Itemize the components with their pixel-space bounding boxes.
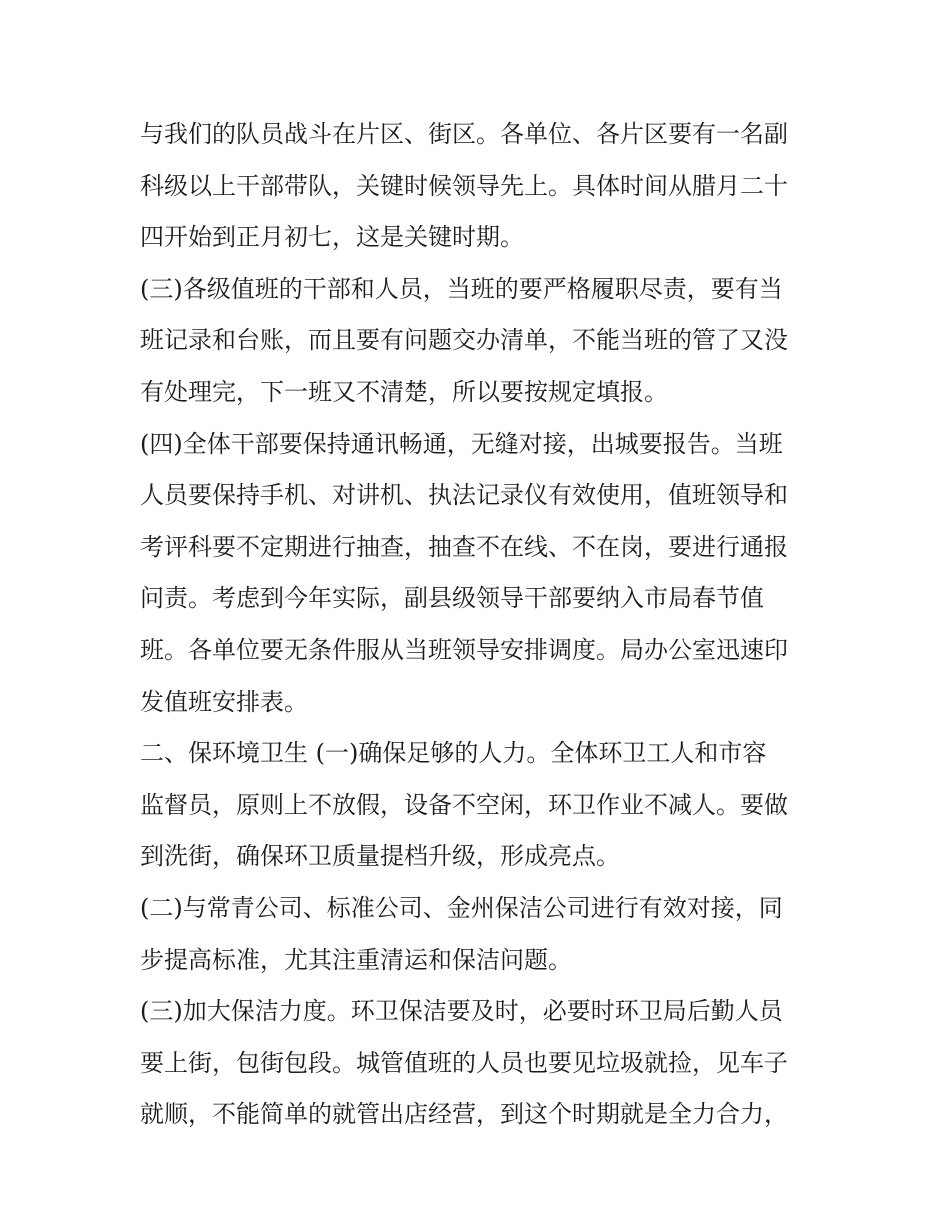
text-line: 科级以上干部带队，关键时候领导先上。具体时间从腊月二十 bbox=[140, 171, 788, 200]
text-line: 到洗街，确保环卫质量提档升级，形成亮点。 bbox=[140, 842, 620, 871]
text-line: 问责。考虑到今年实际，副县级领导干部要纳入市局春节值 bbox=[140, 584, 764, 613]
text-line: 二、保环境卫生 (一)确保足够的人力。全体环卫工人和市容 bbox=[140, 739, 767, 768]
text-line: 监督员，原则上不放假，设备不空闲，环卫作业不减人。要做 bbox=[140, 790, 788, 819]
document-body bbox=[140, 109, 820, 1141]
text-line: 有处理完，下一班又不清楚，所以要按规定填报。 bbox=[140, 377, 668, 406]
text-line: 与我们的队员战斗在片区、街区。各单位、各片区要有一名副 bbox=[140, 120, 788, 148]
text-line: 班记录和台账，而且要有问题交办清单，不能当班的管了又没 bbox=[140, 326, 788, 355]
text-line: 考评科要不定期进行抽查，抽查不在线、不在岗，要进行通报 bbox=[140, 532, 788, 561]
text-line: 班。各单位要无条件服从当班领导安排调度。局办公室迅速印 bbox=[140, 635, 788, 664]
text-line: (三)各级值班的干部和人员，当班的要严格履职尽责，要有当 bbox=[140, 274, 783, 303]
text-line: (二)与常青公司、标准公司、金州保洁公司进行有效对接，同 bbox=[140, 893, 783, 922]
text-line: 要上街，包街包段。城管值班的人员也要见垃圾就捡，见车子 bbox=[140, 1048, 788, 1077]
text-line: 人员要保持手机、对讲机、执法记录仪有效使用，值班领导和 bbox=[140, 481, 788, 510]
text-line: (三)加大保洁力度。环卫保洁要及时，必要时环卫局后勤人员 bbox=[140, 997, 783, 1026]
text-line: 发值班安排表。 bbox=[140, 687, 308, 716]
text-line: (四)全体干部要保持通讯畅通，无缝对接，出城要报告。当班 bbox=[140, 429, 783, 458]
text-line: 就顺，不能简单的就管出店经营，到这个时期就是全力合力， bbox=[140, 1100, 788, 1129]
text-line: 四开始到正月初七，这是关键时期。 bbox=[140, 223, 524, 252]
text-line: 步提高标准，尤其注重清运和保洁问题。 bbox=[140, 945, 572, 974]
